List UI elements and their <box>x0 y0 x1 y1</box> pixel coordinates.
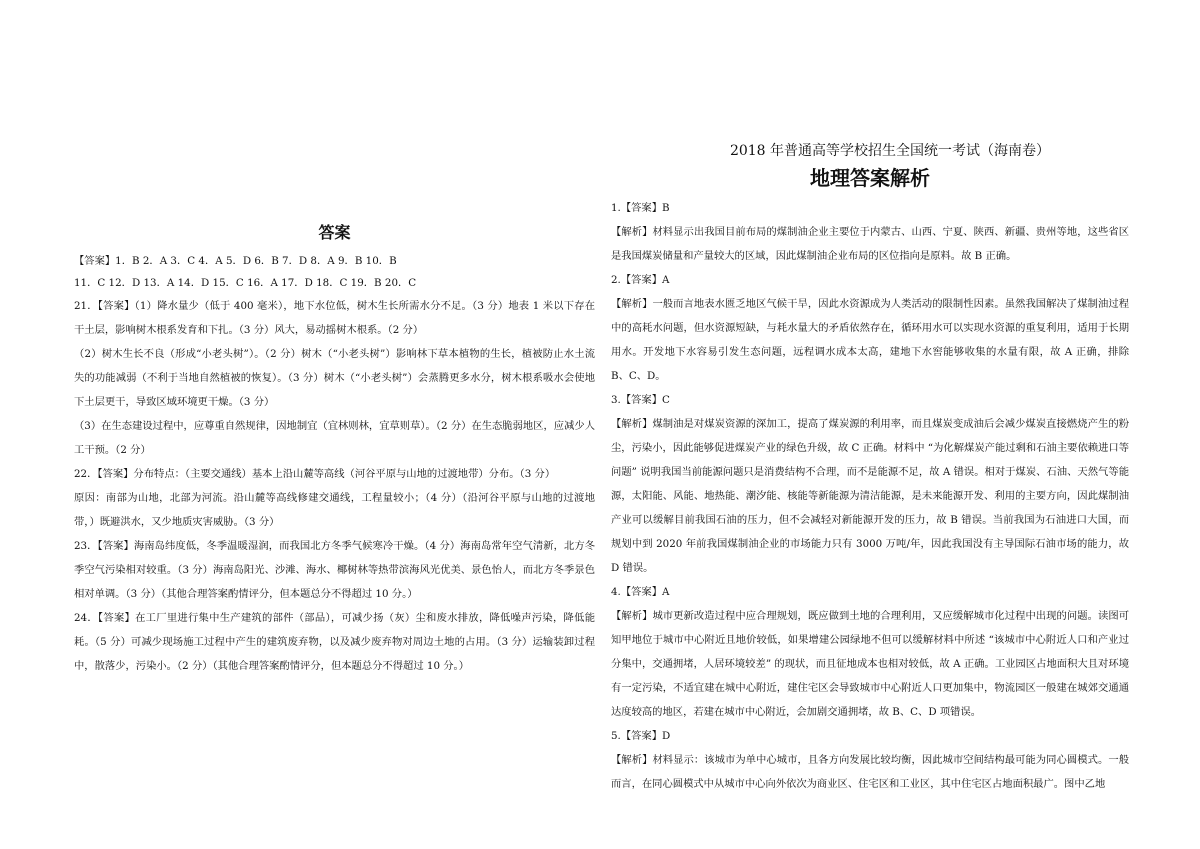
exam-subtitle: 2018 年普通高等学校招生全国统一考试（海南卷） <box>729 143 1051 159</box>
answers-line-1: 【答案】1．B 2．A 3．C 4．A 5．D 6．B 7．D 8．A 9．B 10．B <box>74 255 397 267</box>
answers-heading: 答案 <box>318 223 351 242</box>
answer-paragraph: 21．【答案】（1）降水量少（低于 400 毫米），地下水位低，树木生长所需水分不足。（3 分）地表 1 米以下存在干土层，影响树木根系发育和下扎。（3 分）风大，易动摇树木根系。（2 分） <box>74 300 595 336</box>
analysis-paragraph: 【解析】煤制油是对煤炭资源的深加工，提高了煤炭源的利用率，而且煤炭变成油后会减少煤炭直接燃烧产生的粉尘，污染小，因此能够促进煤炭产业的绿色升级，故 C 正确。材料中 “为化解煤炭产能过剩和石油主要依赖进口等问题” 说明我国当前能源问题只是消费结构不合理，而不是能源不足，故 A 错误。相对于煤炭、石油、天然气等能源，太阳能、风能、地热能、潮汐能、核能等新能源为清洁能源，是未来能源开发、利用的主要方向，因此煤制油产业可以缓解目前我国石油的压力，但不会减轻对新能源开发的压力，故 B 错误。当前我国为石油进口大国，而规划中到 2020 年前我国煤制油企业的市场能力只有 3000 万吨/年，因此我国没有主导国际石油市场的能力，故 D 错误。 <box>611 418 1129 574</box>
answer-paragraph: 22．【答案】分布特点：（主要交通线）基本上沿山麓等高线（河谷平原与山地的过渡地带）分布。（3 分） <box>74 468 556 480</box>
answer-label: 3.【答案】C <box>611 394 670 406</box>
answer-paragraph: 24．【答案】在工厂里进行集中生产建筑的部件（部品），可减少扬（灰）尘和废水排放，降低噪声污染，降低能耗。（5 分）可减少现场施工过程中产生的建筑废弃物，以及减少废弃物对周边土地的占用。（3 分）运输装卸过程中，散落少，污染小。（2 分）（其他合理答案酌情评分，但本题总分不得超过 10 分。） <box>74 612 595 672</box>
answers-line-2: 11．C 12．D 13．A 14．D 15．C 16．A 17．D 18．C 19．B 20．C <box>74 277 417 289</box>
right-column <box>611 140 1129 796</box>
answer-label: 5.【答案】D <box>611 730 671 742</box>
analysis-paragraph: 【解析】城市更新改造过程中应合理规划，既应做到土地的合理利用，又应缓解城市化过程中出现的问题。读图可知甲地位于城市中心附近且地价较低，如果增建公园绿地不但可以缓解材料中所述 “该城市中心附近人口和产业过分集中，交通拥堵，人居环境较差” 的现状，而且征地成本也相对较低，故 A 正确。工业园区占地面积大且对环境有一定污染，不适宜建在城中心附近，建住宅区会导致城市中心附近人口更加集中，物流园区一般建在城郊交通通达度较高的地区，若建在城市中心附近，会加剧交通拥堵，故 B、C、D 项错误。 <box>611 610 1129 718</box>
analysis-paragraph: 【解析】一般而言地表水匮乏地区气候干旱，因此水资源成为人类活动的限制性因素。虽然我国解决了煤制油过程中的高耗水问题，但水资源短缺，与耗水量大的矛盾依然存在，循环用水可以实现水资源的重复利用，适用于长期用水。开发地下水容易引发生态问题，远程调水成本太高，建地下水窖能够收集的水量有限，故 A 正确，排除 B、C、D。 <box>611 298 1129 382</box>
answer-paragraph: 23．【答案】海南岛纬度低，冬季温暖湿润，而我国北方冬季气候寒冷干燥。（4 分）海南岛常年空气清新，北方冬季空气污染相对较重。（3 分）海南岛阳光、沙滩、海水、椰树林等热带滨海风光优美、景色怡人，而北方冬季景色相对单调。（3 分）（其他合理答案酌情评分，但本题总分不得超过 10 分。） <box>74 540 595 600</box>
answer-paragraph: （3）在生态建设过程中，应尊重自然规律，因地制宜（宜林则林，宜草则草）。（2 分）在生态脆弱地区，应减少人工干预。（2 分） <box>74 420 595 456</box>
left-column <box>74 222 595 678</box>
answer-paragraph: 原因：南部为山地，北部为河流。沿山麓等高线修建交通线，工程量较小；（4 分）（沿河谷平原与山地的过渡地带，）既避洪水，又少地质灾害威胁。（3 分） <box>74 492 595 528</box>
page-title: 地理答案解析 <box>810 166 930 190</box>
answer-label: 1.【答案】B <box>611 202 670 214</box>
answer-label: 2.【答案】A <box>611 274 670 286</box>
analysis-paragraph: 【解析】材料显示：该城市为单中心城市，且各方向发展比较均衡，因此城市空间结构最可能为同心圆模式。一般而言，在同心圆模式中从城市中心向外依次为商业区、住宅区和工业区，其中住宅区占地面积最广。图中乙地 <box>611 754 1129 790</box>
answer-label: 4.【答案】A <box>611 586 670 598</box>
analysis-paragraph: 【解析】材料显示出我国目前布局的煤制油企业主要位于内蒙古、山西、宁夏、陕西、新疆、贵州等地，这些省区是我国煤炭储量和产量较大的区域，因此煤制油企业布局的区位指向是原料。故 B 正确。 <box>611 226 1129 262</box>
answer-paragraph: （2）树木生长不良（形成“小老头树”）。（2 分）树木（“小老头树”）影响林下草本植物的生长，植被防止水土流失的功能减弱（不利于当地自然植被的恢复）。（3 分）树木（“小老头树”）会蒸腾更多水分，树木根系吸水会使地下土层更干，导致区域环境更干燥。（3 分） <box>74 348 595 408</box>
